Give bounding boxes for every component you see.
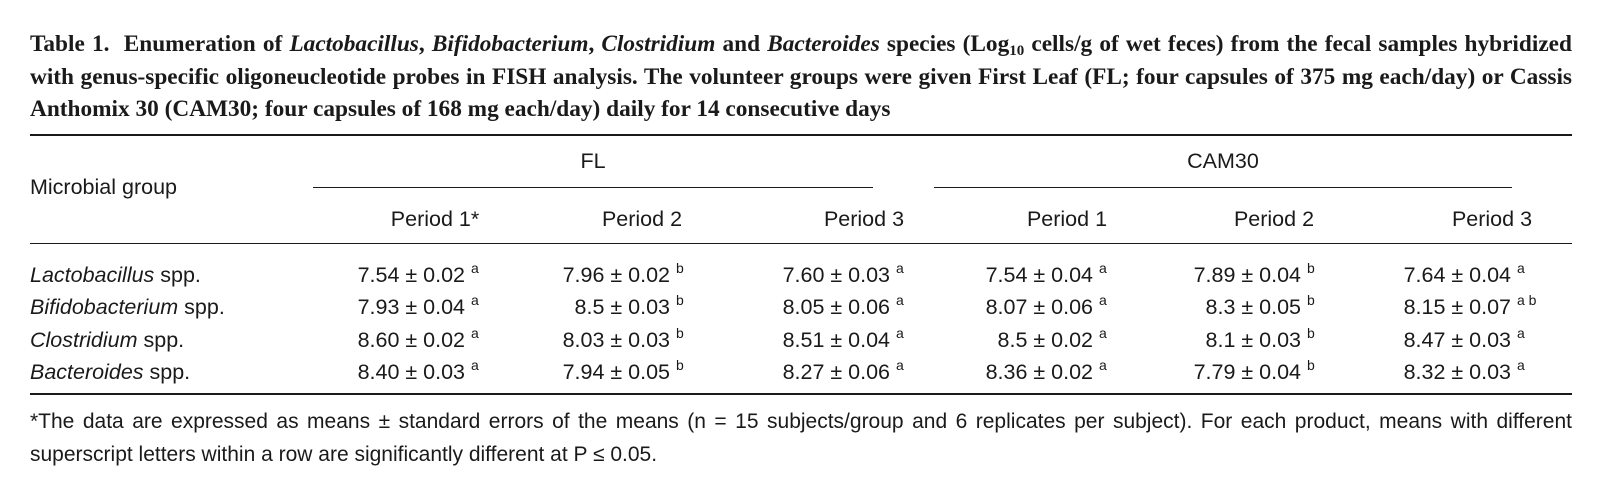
- table-cell-value: 8.03 ± 0.03: [562, 327, 670, 352]
- genus-name: Bifidobacterium: [30, 294, 179, 319]
- genus-suffix: spp.: [137, 327, 185, 352]
- significance-superscript: a: [1517, 356, 1525, 373]
- genus-name: Bacteroides: [30, 359, 144, 384]
- significance-superscript: a: [896, 356, 904, 373]
- period-header: Period 3: [823, 206, 905, 231]
- significance-superscript: a: [1517, 259, 1525, 276]
- top-rule: [30, 134, 1572, 136]
- genus-name: Lactobacillus: [30, 262, 155, 287]
- caption-genus-name: Lactobacillus: [289, 31, 419, 57]
- significance-superscript: b: [676, 291, 684, 308]
- table-cell-value: 8.60 ± 0.02: [357, 327, 465, 352]
- significance-superscript: a: [1099, 259, 1107, 276]
- genus-name: Clostridium: [30, 327, 138, 352]
- caption-text: and: [715, 31, 768, 57]
- row-label: [30, 294, 225, 320]
- significance-superscript: b: [1307, 324, 1315, 341]
- table-cell-value: 8.1 ± 0.03: [1205, 327, 1301, 352]
- significance-superscript: b: [676, 259, 684, 276]
- table-cell-value: 7.54 ± 0.02: [357, 262, 465, 287]
- table-footnote: *The data are expressed as means ± standard errors of the means (n = 15 subjects/group and 6 replicates per subject). For each product, means with different superscript letters within a row are significantly different at P ≤ 0.05.: [30, 409, 1572, 466]
- header-rule: [30, 243, 1572, 244]
- significance-superscript: a b: [1517, 291, 1537, 308]
- period-header: Period 2: [1233, 206, 1315, 231]
- table-cell-value: 8.36 ± 0.02: [985, 359, 1093, 384]
- bottom-rule: [30, 393, 1572, 395]
- significance-superscript: a: [896, 324, 904, 341]
- caption-text: Enumeration of: [123, 31, 290, 57]
- caption-text: 10: [1009, 43, 1025, 59]
- caption-genus-name: Clostridium: [601, 31, 716, 57]
- group-header-fl: FL: [580, 148, 606, 173]
- significance-superscript: b: [1307, 291, 1315, 308]
- table-cell-value: 7.60 ± 0.03: [782, 262, 890, 287]
- significance-superscript: a: [896, 259, 904, 276]
- significance-superscript: b: [676, 324, 684, 341]
- significance-superscript: a: [896, 291, 904, 308]
- table-cell-value: 8.5 ± 0.03: [574, 294, 670, 319]
- table-cell-value: 8.3 ± 0.05: [1205, 294, 1301, 319]
- caption-text: ,: [418, 31, 432, 57]
- significance-superscript: b: [1307, 356, 1315, 373]
- significance-superscript: a: [471, 291, 479, 308]
- table-cell-value: 8.5 ± 0.02: [997, 327, 1093, 352]
- table-cell-value: 7.54 ± 0.04: [985, 262, 1093, 287]
- period-header: Period 1: [1026, 206, 1108, 231]
- genus-suffix: spp.: [154, 262, 201, 287]
- significance-superscript: a: [471, 324, 479, 341]
- table-cell-value: 7.93 ± 0.04: [357, 294, 465, 319]
- genus-suffix: spp.: [178, 294, 225, 319]
- significance-superscript: b: [676, 356, 684, 373]
- row-header-label: Microbial group: [30, 174, 177, 199]
- table-cell-value: 7.96 ± 0.02: [562, 262, 670, 287]
- table-cell-value: 7.94 ± 0.05: [562, 359, 670, 384]
- significance-superscript: a: [471, 356, 479, 373]
- period-header: Period 2: [601, 206, 683, 231]
- significance-superscript: a: [471, 259, 479, 276]
- significance-superscript: b: [1307, 259, 1315, 276]
- period-header: Period 1*: [390, 206, 480, 231]
- caption-genus-name: Bifidobacterium: [431, 31, 589, 57]
- group-underline-cam30: [934, 187, 1512, 188]
- significance-superscript: a: [1517, 324, 1525, 341]
- period-header: Period 3: [1451, 206, 1533, 231]
- significance-superscript: a: [1099, 356, 1107, 373]
- table-cell-value: 7.79 ± 0.04: [1193, 359, 1301, 384]
- caption-text: cells/g of wet feces) from the fecal samples hybridized with genus-specific oligoneucleotide probes in FISH analysis. The volunteer groups were given First Leaf (FL; four capsules of 375 mg each/day) or Cassis Anthomix 30 (CAM30; four capsules of 168 mg each/day) daily for 14 consecutive days: [30, 31, 1572, 122]
- significance-superscript: a: [1099, 291, 1107, 308]
- table-cell-value: 8.15 ± 0.07: [1403, 294, 1511, 319]
- row-label: [30, 262, 201, 288]
- table-cell-value: 8.32 ± 0.03: [1403, 359, 1511, 384]
- group-header-cam30: CAM30: [1187, 148, 1259, 173]
- table-cell-value: 8.40 ± 0.03: [357, 359, 465, 384]
- caption-text: ,: [588, 31, 602, 57]
- caption-label: Table 1.: [30, 31, 110, 57]
- caption-genus-name: Bacteroides: [767, 31, 880, 57]
- table-cell-value: 8.51 ± 0.04: [782, 327, 890, 352]
- row-label: [30, 327, 184, 353]
- table-cell-value: 8.05 ± 0.06: [782, 294, 890, 319]
- table-cell-value: 8.27 ± 0.06: [782, 359, 890, 384]
- significance-superscript: a: [1099, 324, 1107, 341]
- genus-suffix: spp.: [143, 359, 191, 384]
- table-figure: [30, 28, 1572, 466]
- row-label: [30, 359, 190, 385]
- table-cell-value: 8.47 ± 0.03: [1403, 327, 1511, 352]
- table-cell-value: 7.89 ± 0.04: [1193, 262, 1301, 287]
- table-caption: [30, 28, 1572, 126]
- table-cell-value: 8.07 ± 0.06: [985, 294, 1093, 319]
- group-underline-fl: [313, 187, 873, 188]
- caption-text: species (Log: [879, 31, 1010, 57]
- table-cell-value: 7.64 ± 0.04: [1403, 262, 1511, 287]
